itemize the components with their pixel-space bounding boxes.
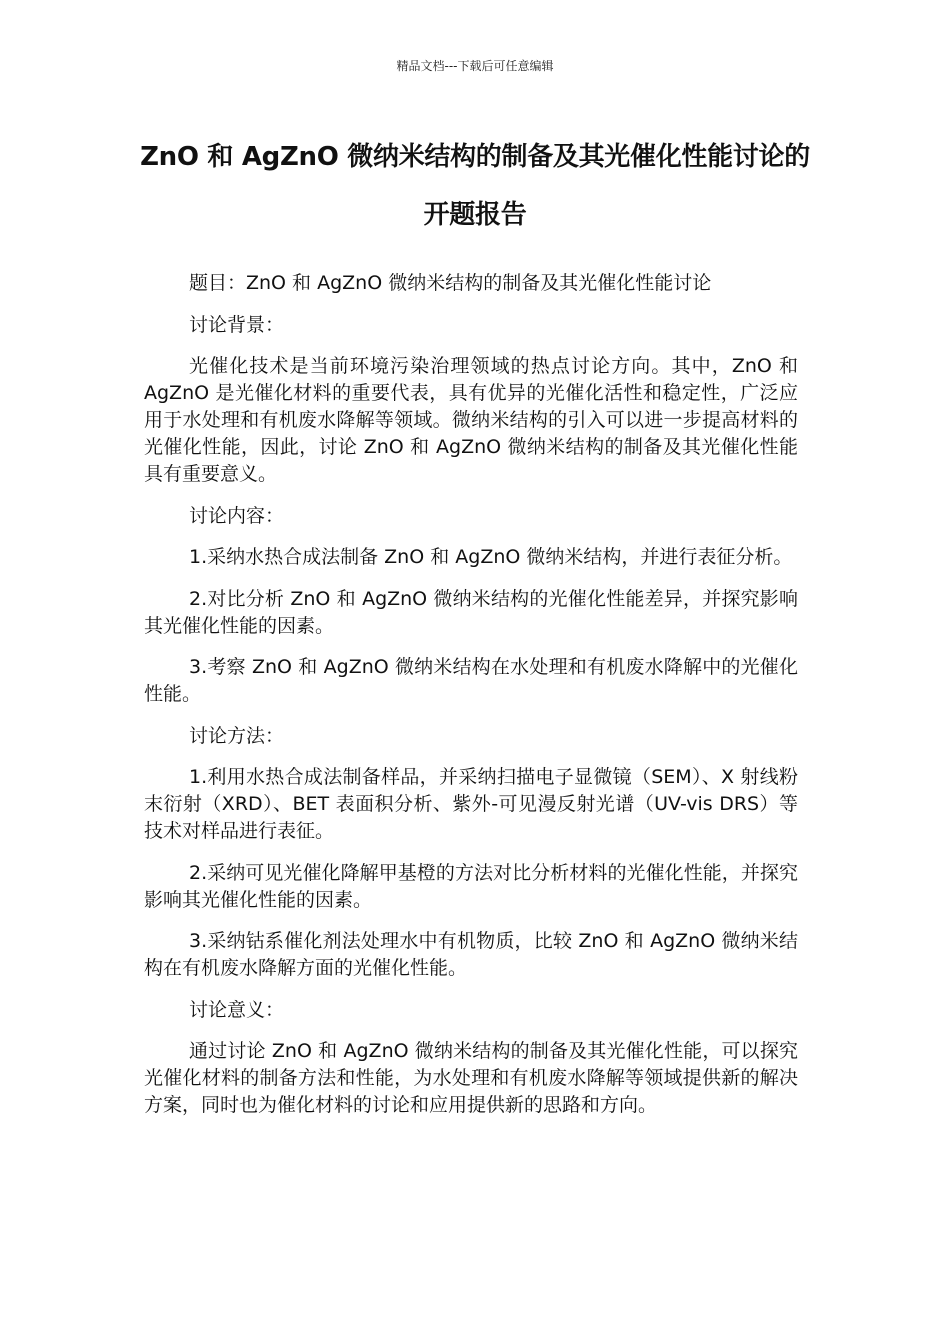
background-paragraph: 光催化技术是当前环境污染治理领域的热点讨论方向。其中，ZnO 和 AgZnO 是光催化材料的重要代表，具有优异的光催化活性和稳定性，广泛应用于水处理和有机废水降解等领域。微纳米结构的引入可以进一步提高材料的光催化性能，因此，讨论 ZnO 和 AgZnO 微纳米结构的制备及其光催化性能具有重要意义。: [144, 355, 798, 485]
section-heading-background: 讨论背景：: [189, 313, 285, 336]
section-heading-content: 讨论内容：: [189, 504, 285, 527]
topic-line: 题目：ZnO 和 AgZnO 微纳米结构的制备及其光催化性能讨论: [189, 272, 712, 294]
content-item-2: 2.对比分析 ZnO 和 AgZnO 微纳米结构的光催化性能差异，并探究影响其光催化性能的因素。: [144, 587, 798, 637]
document-body: [144, 270, 798, 1134]
header-note: 精品文档---下载后可任意编辑: [396, 59, 554, 73]
section-heading-methods: 讨论方法：: [189, 724, 285, 747]
method-item-1: 1.利用水热合成法制备样品，并采纳扫描电子显微镜（SEM）、X 射线粉末衍射（XRD）、BET 表面积分析、紫外-可见漫反射光谱（UV-vis DRS）等技术对样品进行表征。: [144, 766, 798, 842]
method-item-2: 2.采纳可见光催化降解甲基橙的方法对比分析材料的光催化性能，并探究影响其光催化性能的因素。: [144, 861, 798, 911]
content-item-1: 1.采纳水热合成法制备 ZnO 和 AgZnO 微纳米结构，并进行表征分析。: [189, 546, 793, 568]
significance-paragraph: 通过讨论 ZnO 和 AgZnO 微纳米结构的制备及其光催化性能，可以探究光催化材料的制备方法和性能，为水处理和有机废水降解等领域提供新的解决方案，同时也为催化材料的讨论和应用提供新的思路和方向。: [144, 1040, 798, 1116]
section-heading-significance: 讨论意义：: [189, 998, 285, 1021]
method-item-3: 3.采纳钴系催化剂法处理水中有机物质，比较 ZnO 和 AgZnO 微纳米结构在有机废水降解方面的光催化性能。: [144, 930, 798, 979]
content-item-3: 3.考察 ZnO 和 AgZnO 微纳米结构在水处理和有机废水降解中的光催化性能。: [144, 656, 798, 705]
document-title: ZnO 和 AgZnO 微纳米结构的制备及其光催化性能讨论的开题报告: [140, 142, 810, 230]
